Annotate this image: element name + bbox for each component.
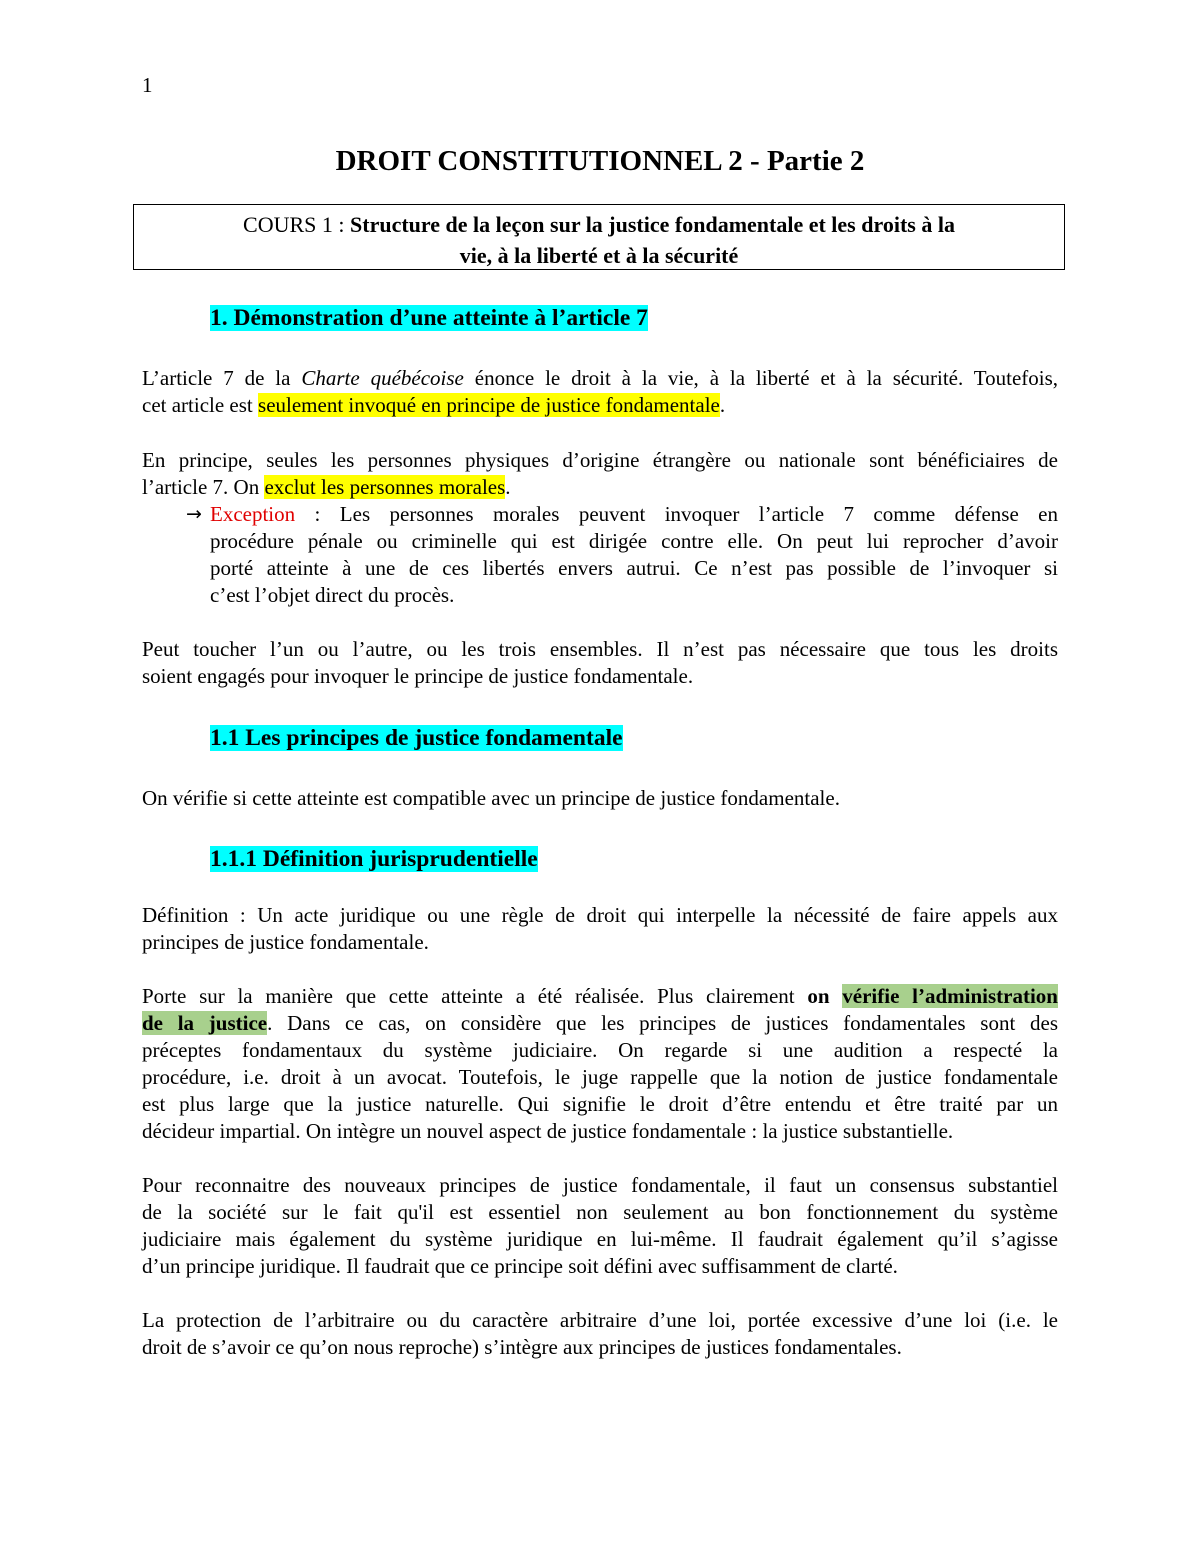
p1-text-d: . (719, 393, 726, 417)
paragraph-2 (142, 447, 1058, 501)
p8-line2: droit de s’avoir ce qu’on nous reproche) s’intègre aux principes de justices fondamentales. (142, 1335, 902, 1359)
p4-line1: On vérifie si cette atteinte est compatible avec un principe de justice fondamentale. (142, 786, 840, 810)
heading-2 (210, 723, 623, 753)
arrow-right-icon: → (186, 503, 202, 525)
paragraph-6 (142, 983, 1058, 1145)
p6-text-a: Porte sur la manière que cette atteinte a été réalisée. Plus clairement (142, 984, 808, 1008)
p6-line5: est plus large que la justice naturelle. Qui signifie le droit d’être entendu et être traité par un (142, 1092, 1058, 1116)
p7-line3: judiciaire mais également du système juridique en lui-même. Il faudrait également qu’il s’agisse (142, 1227, 1058, 1251)
p5-line1: Définition : Un acte juridique ou une règle de droit qui interpelle la nécessité de faire appels aux (142, 903, 1058, 927)
heading-3 (210, 844, 538, 874)
p1-text-a: L’article 7 de la (142, 366, 302, 390)
bullet-line2: procédure pénale ou criminelle qui est dirigée contre elle. On peut lui reprocher d’avoir (210, 529, 1058, 553)
p3-line1: Peut toucher l’un ou l’autre, ou les trois ensembles. Il n’est pas nécessaire que tous les droits (142, 637, 1058, 661)
paragraph-4 (142, 785, 1058, 812)
course-title-line2: vie, à la liberté et à la sécurité (459, 243, 739, 268)
paragraph-8 (142, 1307, 1058, 1361)
p1-text-b: énonce le droit à la vie, à la liberté et à la sécurité. Toutefois, (463, 366, 1059, 390)
p6-text-b: . Dans ce cas, on considère que les principes de justices fondamentales sont des (267, 1011, 1058, 1035)
paragraph-7 (142, 1172, 1058, 1280)
paragraph-5 (142, 902, 1058, 956)
p6-bold: on (807, 984, 843, 1008)
p5-line2: principes de justice fondamentale. (142, 930, 429, 954)
heading-1-text: 1. Démonstration d’une atteinte à l’article 7 (210, 305, 648, 331)
p6-highlight-1: vérifie l’administration (842, 984, 1058, 1008)
heading-3-text: 1.1.1 Définition jurisprudentielle (210, 846, 538, 872)
heading-2-text: 1.1 Les principes de justice fondamentale (210, 725, 623, 751)
p7-line4: d’un principe juridique. Il faudrait que ce principe soit défini avec suffisamment de clarté. (142, 1254, 898, 1278)
p2-text-b: . (505, 475, 511, 499)
document-title: DROIT CONSTITUTIONNEL 2 - Partie 2 (335, 145, 865, 177)
p1-text-c: cet article est (142, 393, 259, 417)
course-box (133, 204, 1065, 270)
p6-line3: préceptes fondamentaux du système judiciaire. On regarde si une audition a respecté la (142, 1038, 1058, 1062)
bullet-line4: c’est l’objet direct du procès. (210, 583, 455, 607)
paragraph-3 (142, 636, 1058, 690)
p7-line2: de la société sur le fait qu'il est essentiel non seulement au bon fonctionnement du système (142, 1200, 1058, 1224)
bullet-line1: : Les personnes morales peuvent invoquer l’article 7 comme défense en (295, 502, 1058, 526)
p6-highlight-2: de la justice (142, 1011, 268, 1035)
p8-line1: La protection de l’arbitraire ou du caractère arbitraire d’une loi, portée excessive d’une loi (i.e. le (142, 1308, 1058, 1332)
exception-label: Exception (210, 502, 296, 526)
p2-text-a: l’article 7. On (142, 475, 265, 499)
p1-highlight: seulement invoqué en principe de justice fondamentale (258, 393, 720, 417)
p7-line1: Pour reconnaitre des nouveaux principes de justice fondamentale, il faut un consensus substantiel (142, 1173, 1058, 1197)
p2-highlight: exclut les personnes morales (264, 475, 506, 499)
p6-line6: décideur impartial. On intègre un nouvel aspect de justice fondamentale : la justice substantielle. (142, 1119, 954, 1143)
heading-1 (210, 303, 648, 333)
exception-bullet (210, 501, 1058, 609)
p2-line1: En principe, seules les personnes physiques d’origine étrangère ou nationale sont bénéficiaires de (142, 448, 1058, 472)
page-number: 1 (142, 73, 153, 97)
bullet-line3: porté atteinte à une de ces libertés envers autrui. Ce n’est pas possible de l’invoquer si (210, 556, 1058, 580)
paragraph-1 (142, 365, 1058, 419)
p6-line4: procédure, i.e. droit à un avocat. Toutefois, le juge rappelle que la notion de justice fondamentale (142, 1065, 1058, 1089)
course-label: COURS 1 : (243, 212, 351, 237)
course-title-line1: Structure de la leçon sur la justice fondamentale et les droits à la (350, 212, 955, 237)
p3-line2: soient engagés pour invoquer le principe de justice fondamentale. (142, 664, 694, 688)
p1-emphasis: Charte québécoise (301, 366, 464, 390)
